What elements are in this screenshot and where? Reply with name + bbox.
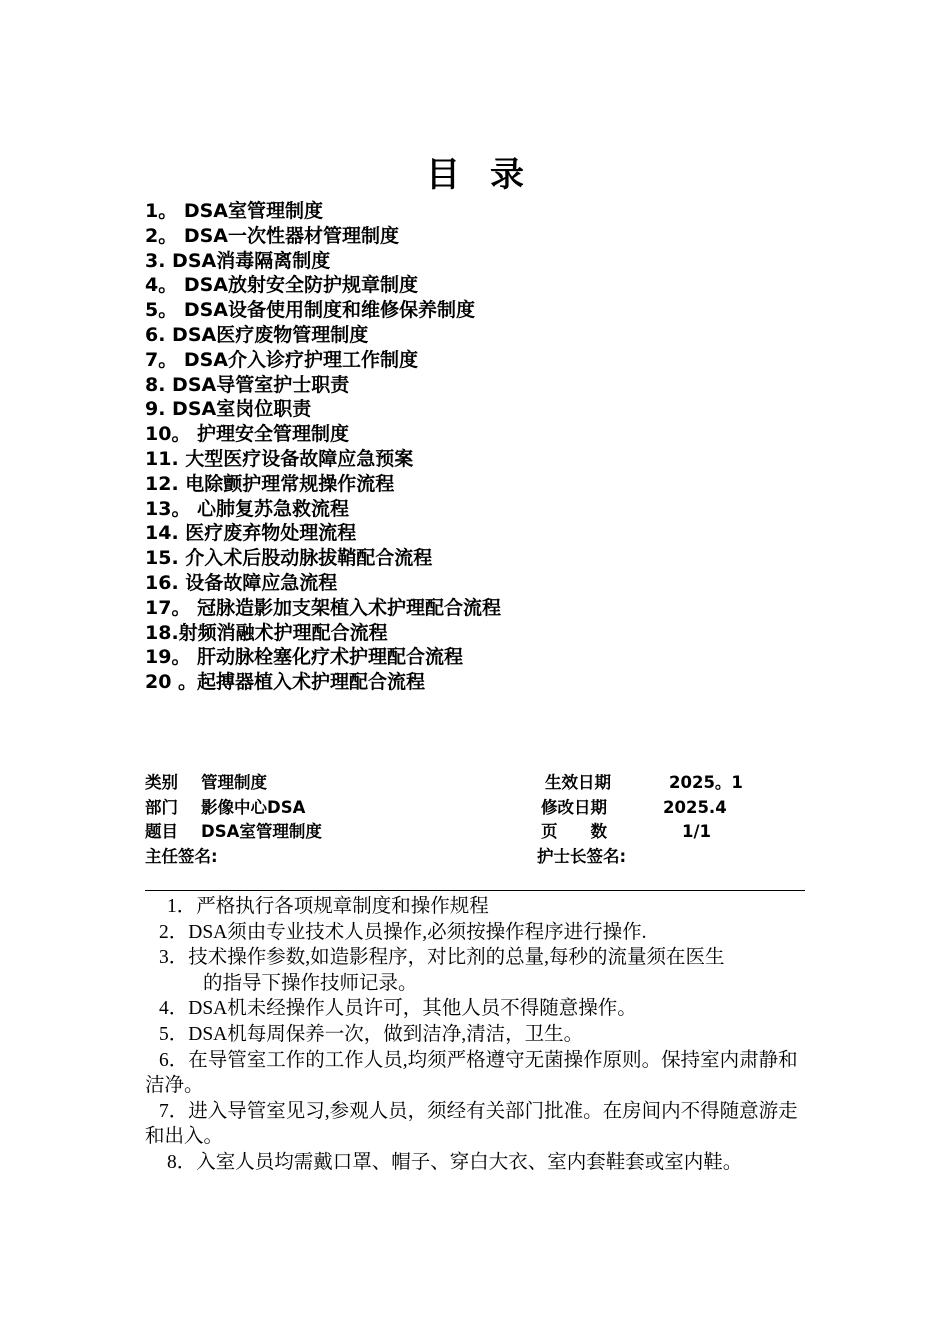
revised-date-label: 修改日期 <box>541 797 607 817</box>
toc-item: 5。 DSA设备使用制度和维修保养制度 <box>145 299 475 322</box>
toc-item: 18.射频消融术护理配合流程 <box>145 621 388 644</box>
department-label: 部门 <box>145 797 178 817</box>
rule-item: 6．在导管室工作的工作人员,均须严格遵守无菌操作原则。保持室内肃静和洁净。 <box>145 1049 798 1097</box>
toc-item: 12. 电除颤护理常规操作流程 <box>145 472 395 495</box>
rule-item: 5．DSA机每周保养一次，做到洁净,清洁，卫生。 <box>159 1023 584 1045</box>
meta-row-department <box>145 796 765 821</box>
toc-item: 20 。起搏器植入术护理配合流程 <box>145 671 426 694</box>
page-title: 目录 <box>426 155 554 195</box>
toc-item: 10。 护理安全管理制度 <box>145 423 350 446</box>
rule-item: 1．严格执行各项规章制度和操作规程 <box>167 896 489 917</box>
rule-item: 7．进入导管室见习,参观人员，须经有关部门批准。在房间内不得随意游走和出入。 <box>145 1100 798 1148</box>
revised-date-value: 2025.4 <box>663 797 727 817</box>
toc-item: 4。 DSA放射安全防护规章制度 <box>145 274 418 297</box>
toc-item: 19。 肝动脉栓塞化疗术护理配合流程 <box>145 646 464 669</box>
director-signature-label: 主任签名: <box>145 846 218 866</box>
toc-item: 1。 DSA室管理制度 <box>145 200 323 222</box>
toc-item: 16. 设备故障应急流程 <box>145 571 338 594</box>
effective-date-label: 生效日期 <box>545 773 611 792</box>
head-nurse-signature-label: 护士长签名: <box>537 846 627 866</box>
category-value: 管理制度 <box>201 773 267 792</box>
meta-row-subject <box>145 820 765 845</box>
toc-item: 7。 DSA介入诊疗护理工作制度 <box>145 348 418 371</box>
toc-item: 15. 介入术后股动脉拔鞘配合流程 <box>145 547 433 570</box>
document-info-block <box>145 771 765 869</box>
category-label: 类别 <box>145 773 178 792</box>
effective-date-value: 2025。1 <box>669 773 743 792</box>
toc-item: 6. DSA医疗废物管理制度 <box>145 323 369 346</box>
toc-item: 2。 DSA一次性器材管理制度 <box>145 224 399 247</box>
rule-item: 2．DSA须由专业技术人员操作,必须按操作程序进行操作. <box>159 921 647 943</box>
toc-item: 3. DSA消毒隔离制度 <box>145 249 331 272</box>
section-divider <box>145 890 805 891</box>
toc-item: 13。 心肺复苏急救流程 <box>145 497 350 520</box>
toc-item: 14. 医疗废弃物处理流程 <box>145 522 357 545</box>
subject-value: DSA室管理制度 <box>201 822 322 841</box>
pages-label: 页 数 <box>541 822 607 841</box>
meta-row-signatures <box>145 845 765 870</box>
department-value: 影像中心DSA <box>201 797 306 817</box>
toc-item: 17。 冠脉造影加支架植入术护理配合流程 <box>145 596 502 619</box>
toc-item: 9. DSA室岗位职责 <box>145 398 312 421</box>
rule-item: 8．入室人员均需戴口罩、帽子、穿白大衣、室内套鞋套或室内鞋。 <box>167 1151 743 1173</box>
subject-label: 题目 <box>145 822 178 841</box>
meta-row-category <box>145 771 765 796</box>
rule-item: 4．DSA机未经操作人员许可，其他人员不得随意操作。 <box>159 998 637 1020</box>
table-of-contents <box>145 199 501 695</box>
pages-value: 1/1 <box>682 822 711 841</box>
rules-body <box>145 894 817 1176</box>
rule-continuation: 的指导下操作技师记录。 <box>203 972 418 994</box>
rule-line: 3．技术操作参数,如造影程序，对比剂的总量,每秒的流量须在医生 <box>159 947 725 969</box>
toc-item: 8. DSA导管室护士职责 <box>145 373 350 396</box>
toc-item: 11. 大型医疗设备故障应急预案 <box>145 447 414 470</box>
rule-item <box>145 945 817 996</box>
